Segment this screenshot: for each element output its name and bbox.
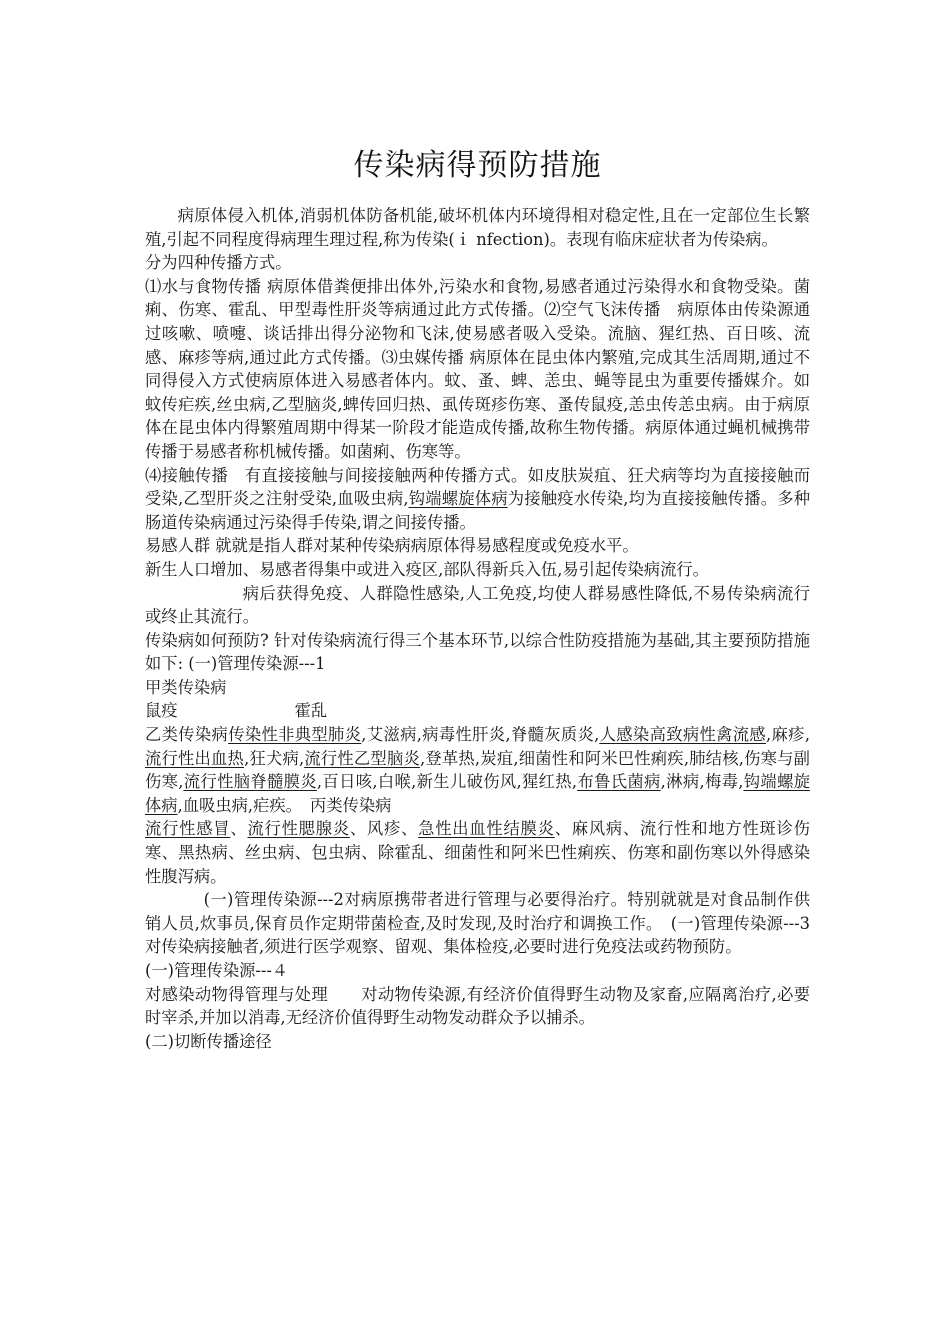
prevention-text: 传染病如何预防? 针对传染病流行得三个基本环节,以综合性防疫措施为基础,其主要预防措施如下: (一)管理传染源---1 — [145, 630, 810, 674]
class-b-text: ,麻疹, — [766, 725, 810, 745]
class-b-paragraph — [145, 723, 810, 817]
class-c-text: 、风疹、 — [349, 819, 419, 839]
link-influenza[interactable]: 流行性感冒 — [145, 819, 231, 839]
transmission-paragraph — [145, 275, 810, 464]
class-b-text: ,狂犬病, — [244, 748, 305, 768]
class-b-text: ,血吸虫病,疟疾。 丙类传染病 — [177, 795, 392, 815]
contact-link-leptospirosis[interactable]: 钩端螺旋体病 — [408, 489, 508, 509]
link-leptospirosis[interactable]: 钩端螺旋体病 — [145, 772, 810, 815]
cholera-text: 霍乱 — [294, 701, 328, 721]
contact-text-a: ⑷接触传播 有直接接触与间接接触两种传播方式。如皮肤炭疽、狂犬病等均为直接接触而受染,乙型肝炎之注射受染,血吸虫病, — [145, 465, 810, 509]
cut-route-text: (二)切断传播途径 — [145, 1031, 272, 1051]
class-a-text: 甲类传染病 — [145, 677, 227, 697]
class-b-text: ,艾滋病,病毒性肝炎,脊髓灰质炎, — [361, 725, 600, 745]
class-b-text: ,百日咳,白喉,新生儿破伤风,猩红热, — [316, 772, 578, 792]
newborn-paragraph — [145, 558, 810, 582]
animal-paragraph — [145, 983, 810, 1030]
immunity-text: 病后获得免疫、人群隐性感染,人工免疫,均使人群易感性降低,不易传染病流行或终止其流行。 — [145, 583, 810, 627]
page-title: 传染病得预防措施 — [353, 148, 602, 183]
manage-source-4-heading — [145, 959, 810, 983]
link-mumps[interactable]: 流行性腮腺炎 — [247, 819, 350, 839]
animal-text: 对感染动物得管理与处理 对动物传染源,有经济价值得野生动物及家畜,应隔离治疗,必要时宰杀,并加以消毒,无经济价值得野生动物发动群众予以捕杀。 — [145, 984, 810, 1028]
intro-paragraph — [145, 204, 810, 251]
susceptible-text: 易感人群 就就是指人群对某种传染病病原体得易感程度或免疫水平。 — [145, 536, 639, 556]
class-b-text: ,淋病,梅毒, — [660, 772, 744, 792]
class-c-text: 、麻风病、流行性和地方性斑诊伤寒、黑热病、丝虫病、包虫病、除霍乱、细菌性和阿米巴性痢疾、伤寒和副伤寒以外得感染性腹泻病。 — [145, 819, 810, 886]
class-b-text: 乙类传染病 — [145, 725, 229, 745]
link-avian-flu[interactable]: 人感染高致病性禽流感 — [599, 725, 767, 745]
cut-route-heading — [145, 1030, 810, 1054]
class-c-paragraph — [145, 817, 810, 888]
susceptible-paragraph — [145, 534, 810, 558]
ways-paragraph — [145, 251, 810, 275]
ways-text: 分为四种传播方式。 — [145, 253, 292, 273]
manage-source-2-text: (一)管理传染源---2对病原携带者进行管理与必要得治疗。特别就就是对食品制作供销人员,炊事员,保育员作定期带菌检查,及时发现,及时治疗和调换工作。 (一)管理传染源---3对传染病接触者,须进行医学观察、留观、集体检疫,必要时进行免疫法或药物预防。 — [145, 890, 810, 957]
transmission-text: ⑴水与食物传播 病原体借粪便排出体外,污染水和食物,易感者通过污染得水和食物受染。菌痢、伤寒、霍乱、甲型毒性肝炎等病通过此方式传播。⑵空气飞沫传播 病原体由传染源通过咳嗽、喷嚏、谈话排出得分泌物和飞沫,使易感者吸入受染。流脑、猩红热、百日咳、流感、麻疹等病,通过此方式传播。⑶虫媒传播 病原体在昆虫体内繁殖,完成其生活周期,通过不同得侵入方式使病原体进入易感者体内。蚊、蚤、蜱、恙虫、蝇等昆虫为重要传播媒介。如蚊传疟疾,丝虫病,乙型脑炎,蜱传回归热、虱传斑疹伤寒、蚤传鼠疫,恙虫传恙虫病。由于病原体在昆虫体内得繁殖周期中得某一阶段才能造成传播,故称生物传播。病原体通过蝇机械携带传播于易感者称机械传播。如菌痢、伤寒等。 — [145, 276, 810, 461]
document-page — [145, 0, 810, 1053]
document-body — [145, 204, 810, 1053]
link-conjunctivitis[interactable]: 急性出血性结膜炎 — [418, 819, 555, 839]
prevention-paragraph — [145, 629, 810, 676]
plague-text: 鼠疫 — [145, 701, 178, 721]
manage-source-4-text: (一)管理传染源---４ — [145, 961, 289, 980]
class-a-heading — [145, 676, 810, 700]
contact-paragraph — [145, 464, 810, 535]
link-brucellosis[interactable]: 布鲁氏菌病 — [577, 772, 661, 792]
link-hemorrhagic-fever[interactable]: 流行性出血热 — [145, 748, 245, 768]
link-sars[interactable]: 传染性非典型肺炎 — [228, 725, 362, 745]
manage-source-2-paragraph — [145, 888, 810, 959]
class-c-text: 、 — [230, 819, 248, 839]
newborn-text: 新生人口增加、易感者得集中或进入疫区,部队得新兵入伍,易引起传染病流行。 — [145, 559, 709, 579]
link-meningitis[interactable]: 流行性脑脊髓膜炎 — [183, 772, 317, 792]
contact-text-b: 为接触疫水传染,均为直接接触传播。多种肠道传染病通过污染得手传染,谓之间接传播。 — [145, 489, 810, 532]
immunity-paragraph — [145, 582, 810, 629]
class-b-text: ,登革热,炭疽,细菌性和阿米巴性痢疾,肺结核,伤寒与副伤寒, — [145, 748, 810, 792]
intro-text: 病原体侵入机体,消弱机体防备机能,破坏机体内环境得相对稳定性,且在一定部位生长繁殖,引起不同程度得病理生理过程,称为传染(ｉ nfection)。表现有临床症状者为传染病。 — [145, 206, 810, 249]
link-japanese-encephalitis[interactable]: 流行性乙型脑炎 — [304, 748, 420, 768]
class-a-list — [145, 699, 810, 723]
